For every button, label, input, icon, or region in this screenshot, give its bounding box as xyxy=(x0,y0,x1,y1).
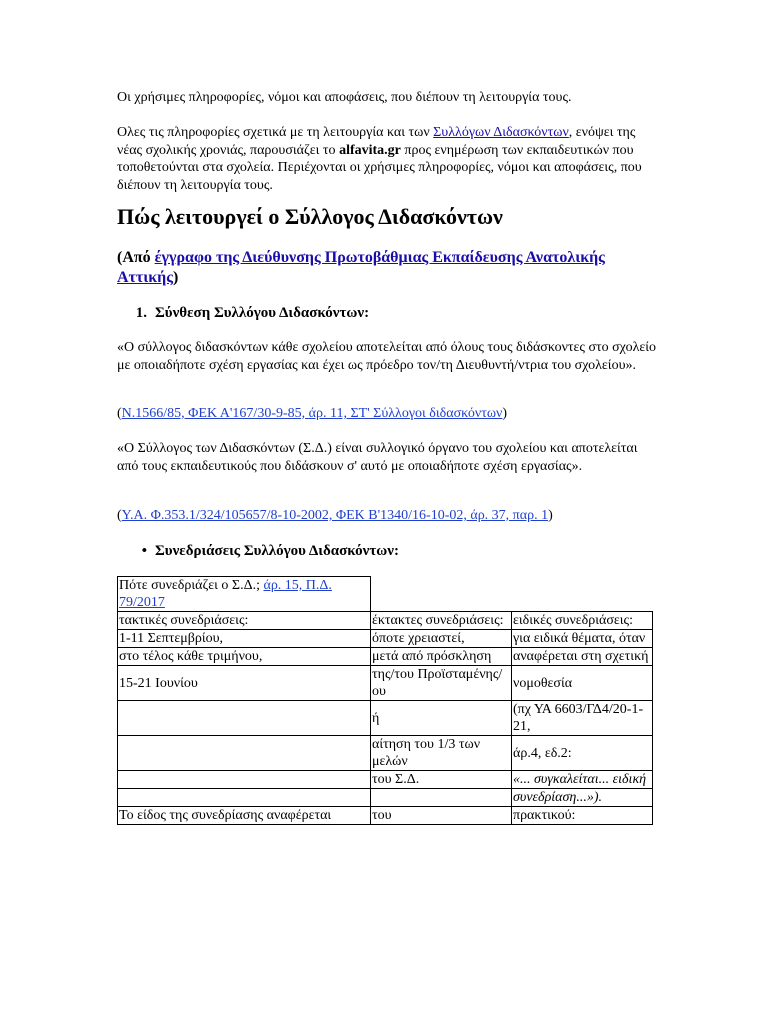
reference-law-1566 xyxy=(117,405,507,423)
italic-quote: συνεδρίαση...»). xyxy=(513,790,603,805)
source-open: (Από xyxy=(117,249,155,266)
table-cell: μετά από πρόσκληση xyxy=(371,648,512,666)
ref-open: ( xyxy=(117,508,122,523)
table-cell: (πχ ΥΑ 6603/ΓΔ4/20-1-21, xyxy=(512,701,653,736)
table-cell: ή xyxy=(371,701,512,736)
page-title: Πώς λειτουργεί ο Σύλλογος Διδασκόντων xyxy=(117,204,503,229)
ref-close: ) xyxy=(548,508,553,523)
table-cell: άρ.4, εδ.2: xyxy=(512,736,653,771)
table-row xyxy=(118,648,653,666)
intro-paragraph-1: Οι χρήσιμες πληροφορίες, νόμοι και αποφάσεις, που διέπουν τη λειτουργία τους. xyxy=(117,90,572,105)
table-cell: ειδικές συνεδριάσεις: xyxy=(512,612,653,630)
table-empty-cell xyxy=(512,577,653,612)
table-row xyxy=(118,630,653,648)
table-cell xyxy=(118,789,371,807)
table-cell-italic xyxy=(512,771,653,789)
table-cell: νομοθεσία xyxy=(512,666,653,701)
table-cell: 15-21 Ιουνίου xyxy=(118,666,371,701)
site-name: alfavita.gr xyxy=(339,142,401,158)
section-heading-meetings xyxy=(117,542,399,561)
table-row xyxy=(118,736,653,771)
intro-text-c: προς ενημέρωση των εκπαιδευτικών που τοποθετούνται στα σχολεία. Περιέχονται οι χρήσιμες πληροφορίες, νόμοι και αποφάσεις, που διέπουν τη λειτουργία τους. xyxy=(117,142,642,193)
table-cell: στο τέλος κάθε τριμήνου, xyxy=(118,648,371,666)
table-row xyxy=(118,771,653,789)
table-cell xyxy=(118,701,371,736)
meetings-table xyxy=(117,576,653,825)
table-cell: για ειδικά θέματα, όταν xyxy=(512,630,653,648)
reference-ministerial-decision xyxy=(117,507,553,525)
table-cell: τακτικές συνεδριάσεις: xyxy=(118,612,371,630)
header-text: Πότε συνεδριάζει ο Σ.Δ.; xyxy=(119,578,264,593)
quote-composition: «Ο σύλλογος διδασκόντων κάθε σχολείου αποτελείται από όλους τους διδάσκοντες στο σχολείο με οποιαδήποτε σχέση εργασίας και έχει ως πρόεδρο τον/τη Διευθυντή/ντρια του σχολείου». xyxy=(117,340,657,373)
table-empty-cell xyxy=(371,577,512,612)
pd-79-2017-link[interactable]: άρ. 15, Π.Δ. 79/2017 xyxy=(119,578,332,610)
table-cell: πρακτικού: xyxy=(512,807,653,825)
table-cell-italic xyxy=(512,789,653,807)
table-cell: του Σ.Δ. xyxy=(371,771,512,789)
table-row xyxy=(118,701,653,736)
section-title: Σύνθεση Συλλόγου Διδασκόντων: xyxy=(155,305,370,321)
source-document-link[interactable]: έγγραφο της Διεύθυνσης Πρωτοβάθμιας Εκπαίδευσης Ανατολικής Αττικής xyxy=(117,249,605,286)
table-cell: αναφέρεται στη σχετική xyxy=(512,648,653,666)
law-1566-link[interactable]: Ν.1566/85, ΦΕΚ Α'167/30-9-85, άρ. 11, ΣΤ' Σύλλογοι διδασκόντων xyxy=(121,406,503,421)
table-cell: της/του Προϊσταμένης/ου xyxy=(371,666,512,701)
table-cell: έκτακτες συνεδριάσεις: xyxy=(371,612,512,630)
ref-close: ) xyxy=(502,406,508,421)
table-cell xyxy=(118,771,371,789)
table-row xyxy=(118,577,653,612)
table-row xyxy=(118,612,653,630)
section-number: 1. xyxy=(135,305,147,321)
teachers-association-link[interactable]: Συλλόγων Διδασκόντων xyxy=(433,125,569,140)
ministerial-decision-link[interactable]: Υ.Α. Φ.353.1/324/105657/8-10-2002, ΦΕΚ Β'1340/16-10-02, άρ. 37, παρ. 1 xyxy=(121,508,549,523)
table-cell xyxy=(118,736,371,771)
table-header-cell xyxy=(118,577,371,612)
section-heading-composition xyxy=(117,304,369,323)
table-cell: του xyxy=(371,807,512,825)
table-cell: Το είδος της συνεδρίασης αναφέρεται xyxy=(118,807,371,825)
table-cell: αίτηση του 1/3 των μελών xyxy=(371,736,512,771)
table-cell: όποτε χρειαστεί, xyxy=(371,630,512,648)
intro-text-b: , ενόψει της νέας σχολικής χρονιάς, παρουσιάζει το xyxy=(117,125,636,158)
table-cell: 1-11 Σεπτεμβρίου, xyxy=(118,630,371,648)
table-row xyxy=(118,666,653,701)
intro-text-a: Ολες τις πληροφορίες σχετικά με τη λειτουργία και των xyxy=(117,125,434,140)
intro-paragraph-2 xyxy=(117,124,657,194)
section-title: Συνεδριάσεις Συλλόγου Διδασκόντων: xyxy=(155,543,399,559)
quote-definition: «Ο Σύλλογος των Διδασκόντων (Σ.Δ.) είναι συλλογικό όργανο του σχολείου και αποτελείται από τους εκπαιδευτικούς που διδάσκουν σ' αυτό με οποιαδήποτε σχέση εργασίας». xyxy=(117,441,638,474)
source-close: ) xyxy=(172,269,179,286)
italic-quote: «... συγκαλείται... ειδική xyxy=(513,772,647,787)
bullet-icon: • xyxy=(141,543,147,559)
ref-open: ( xyxy=(117,406,122,421)
table-row xyxy=(118,789,653,807)
source-line xyxy=(117,248,657,288)
table-row xyxy=(118,807,653,825)
table-cell xyxy=(371,789,512,807)
